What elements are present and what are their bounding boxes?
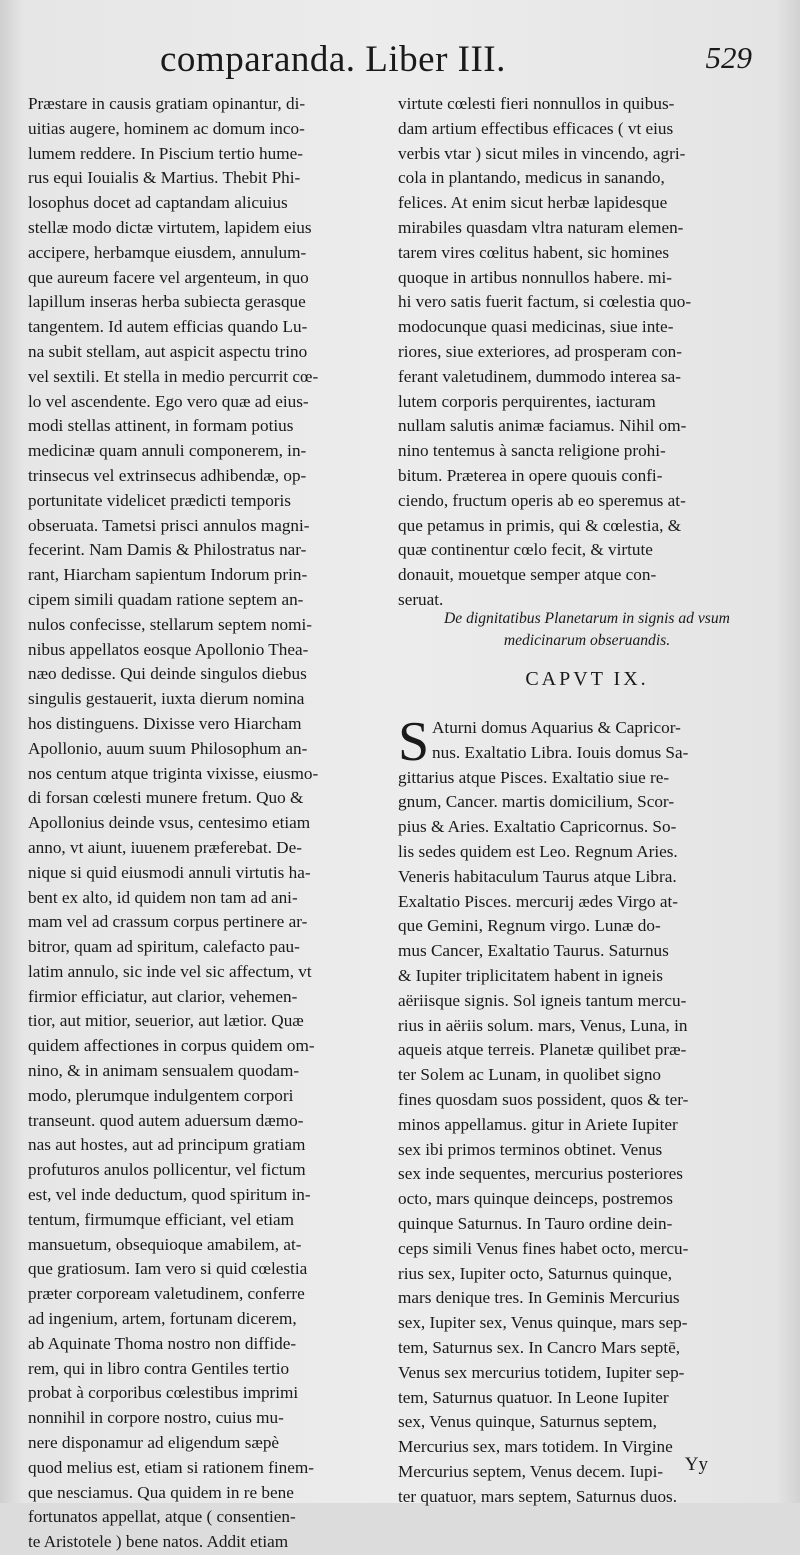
- text-line: ab Aquinate Thoma nostro non diffide-: [28, 1333, 297, 1353]
- right-text-column-top: [398, 92, 776, 613]
- text-line: firmior efficiatur, aut clarior, vehemen-: [28, 986, 298, 1006]
- text-line: vel sextili. Et stella in medio percurrit cœ-: [28, 366, 319, 386]
- text-line: Mercurius sex, mars totidem. In Virgine: [398, 1437, 673, 1457]
- text-line: sex, Venus quinque, Saturnus septem,: [398, 1412, 657, 1432]
- text-line: sex inde sequentes, mercurius posteriores: [398, 1164, 683, 1184]
- text-line: rus equi Iouialis & Martius. Thebit Phi-: [28, 168, 301, 188]
- text-line: fines quosdam suos possident, quos & ter-: [398, 1089, 689, 1109]
- page-header: [0, 38, 800, 88]
- text-line: transeunt. quod autem aduersum dæmo-: [28, 1110, 304, 1130]
- text-line: accipere, herbamque eiusdem, annulum-: [28, 242, 307, 262]
- text-line: te Aristotele ) bene natos. Addit etiam: [28, 1532, 289, 1552]
- text-line: lo vel ascendente. Ego vero quæ ad eius-: [28, 391, 309, 411]
- text-line: nino tentemus à sancta religione prohi-: [398, 441, 666, 461]
- text-line: bitror, quam ad spiritum, calefacto pau-: [28, 937, 300, 957]
- text-line: anno, vt aiunt, iuuenem præferebat. De-: [28, 837, 302, 857]
- text-line: rant, Hiarcham sapientum Indorum prin-: [28, 565, 308, 585]
- text-line: lapillum inseras herba subiecta gerasque: [28, 292, 306, 312]
- text-line: quæ continentur cœlo fecit, & virtute: [398, 540, 653, 560]
- text-line: probat à corporibus cœlestibus imprimi: [28, 1383, 299, 1403]
- text-line: næo dedisse. Qui deinde singulos diebus: [28, 664, 307, 684]
- text-line: que aureum facere vel argenteum, in quo: [28, 267, 309, 287]
- text-line: bent ex alto, id quidem non tam ad ani-: [28, 887, 298, 907]
- text-line: præter corpoream valetudinem, conferre: [28, 1284, 305, 1304]
- text-line: mus Cancer, Exaltatio Taurus. Saturnus: [398, 941, 669, 961]
- text-line: que nesciamus. Qua quidem in re bene: [28, 1482, 294, 1502]
- text-line: mansuetum, obsequioque amabilem, at-: [28, 1234, 302, 1254]
- text-line: tarem vires cœlitus habent, sic homines: [398, 242, 670, 262]
- text-line: tem, Saturnus quatuor. In Leone Iupiter: [398, 1387, 669, 1407]
- text-line: est, vel inde deductum, quod spiritum in-: [28, 1185, 311, 1205]
- text-line: latim annulo, sic inde vel sic affectum, vt: [28, 961, 312, 981]
- text-line: Mercurius septem, Venus decem. Iupi-: [398, 1461, 664, 1481]
- text-line: Exaltatio Pisces. mercurij ædes Virgo at-: [398, 891, 678, 911]
- text-line: Veneris habitaculum Taurus atque Libra.: [398, 866, 677, 886]
- text-line: nique si quid eiusmodi annuli virtutis ha-: [28, 862, 311, 882]
- section-heading: [398, 608, 776, 652]
- text-line: sex ibi primos terminos obtinet. Venus: [398, 1139, 663, 1159]
- right-text-column-bottom: [398, 711, 776, 1510]
- text-line: medicinæ quam annuli componerem, in-: [28, 441, 307, 461]
- text-line: cipem simili quadam ratione septem an-: [28, 589, 304, 609]
- text-line: uitias augere, hominem ac domum inco-: [28, 118, 305, 138]
- text-line: pius & Aries. Exaltatio Capricornus. So-: [398, 817, 677, 837]
- text-line: ad ingenium, artem, fortunam dicerem,: [28, 1309, 297, 1329]
- text-line: Apollonio, auum suum Philosophum an-: [28, 738, 308, 758]
- text-line: cola in plantando, medicus in sanando,: [398, 168, 665, 188]
- text-line: virtute cœlesti fieri nonnullos in quibus-: [398, 94, 675, 113]
- text-line: Venus sex mercurius totidem, Iupiter sep-: [398, 1362, 685, 1382]
- text-line: losophus docet ad captandam alicuius: [28, 193, 288, 213]
- text-line: seruat.: [398, 589, 444, 609]
- text-line: na subit stellam, aut aspicit aspectu trino: [28, 341, 308, 361]
- text-line: que Gemini, Regnum virgo. Lunæ do-: [398, 916, 661, 936]
- text-line: rius sex, Iupiter octo, Saturnus quinque,: [398, 1263, 673, 1283]
- text-line: quod melius est, etiam si rationem finem-: [28, 1457, 314, 1477]
- text-line: & Iupiter triplicitatem habent in igneis: [398, 965, 663, 985]
- text-line: fortunatos appellat, atque ( consentien-: [28, 1507, 296, 1527]
- text-line: gittarius atque Pisces. Exaltatio siue re-: [398, 767, 670, 787]
- text-line: singulis gestauerit, iuxta dierum nomina: [28, 689, 305, 709]
- text-line: ciendo, fructum operis ab eo speremus at-: [398, 490, 686, 510]
- text-line: aqueis atque terreis. Planetæ quilibet præ-: [398, 1040, 687, 1060]
- text-line: felices. At enim sicut herbæ lapidesque: [398, 193, 668, 213]
- text-line: modo, plerumque indulgentem corpori: [28, 1085, 294, 1105]
- text-line: quinque Saturnus. In Tauro ordine dein-: [398, 1213, 673, 1233]
- text-line: ferant valetudinem, dummodo interea sa-: [398, 366, 682, 386]
- text-line: ceps simili Venus fines habet octo, mercu-: [398, 1238, 689, 1258]
- text-line: nonnihil in corpore nostro, cuius mu-: [28, 1408, 284, 1428]
- text-line: modi stellas attinent, in formam potius: [28, 416, 294, 436]
- text-line: nere disponamur ad eligendum sæpè: [28, 1433, 280, 1453]
- text-line: nos centum atque triginta vixisse, eiusmo-: [28, 763, 319, 783]
- text-line: ter quatuor, mars septem, Saturnus duos.: [398, 1486, 678, 1506]
- text-line: di forsan cœlesti munere fretum. Quo &: [28, 788, 304, 808]
- text-line: mam vel ad crassum corpus pertinere ar-: [28, 912, 308, 932]
- section-heading-line: medicinarum obseruandis.: [503, 632, 671, 649]
- text-line: que gratiosum. Iam vero si quid cœlestia: [28, 1259, 308, 1279]
- text-line: sex, Iupiter sex, Venus quinque, mars sep-: [398, 1313, 688, 1333]
- text-line: quoque in artibus nonnullos habere. mi-: [398, 267, 672, 287]
- text-line: lumem reddere. In Piscium tertio hume-: [28, 143, 303, 163]
- text-line: nibus appellatos eosque Apollonio Thea-: [28, 639, 309, 659]
- text-line: lis sedes quidem est Leo. Regnum Aries.: [398, 841, 678, 861]
- text-line: tem, Saturnus sex. In Cancro Mars septē,: [398, 1337, 681, 1357]
- text-line: aëriisque signis. Sol igneis tantum mercu-: [398, 990, 687, 1010]
- text-line: nullam salutis animæ faciamus. Nihil om-: [398, 416, 687, 436]
- text-line: verbis vtar ) sicut miles in vincendo, agri-: [398, 143, 686, 163]
- text-line: trinsecus vel extrinsecus adhibendæ, op-: [28, 465, 307, 485]
- text-line: donauit, mouetque semper atque con-: [398, 565, 657, 585]
- text-line: Præstare in causis gratiam opinantur, di-: [28, 94, 306, 113]
- text-line: nus. Exaltatio Libra. Iouis domus Sa-: [432, 742, 689, 762]
- text-line: riores, siue exteriores, ad prosperam con-: [398, 341, 682, 361]
- text-line: minos appellamus. gitur in Ariete Iupiter: [398, 1114, 678, 1134]
- text-line: portunitate videlicet prædicti temporis: [28, 490, 291, 510]
- text-line: bitum. Præterea in opere quouis confi-: [398, 465, 663, 485]
- text-line: hos distinguens. Dixisse vero Hiarcham: [28, 713, 302, 733]
- text-line: gnum, Cancer. martis domicilium, Scor-: [398, 792, 675, 812]
- text-line: tentum, firmumque efficiant, vel etiam: [28, 1209, 295, 1229]
- text-line: tior, aut mitior, seuerior, aut lætior. Quæ: [28, 1011, 304, 1031]
- text-line: nino, & in animam sensualem quodam-: [28, 1061, 300, 1081]
- text-line: nas aut hostes, aut ad principum gratiam: [28, 1135, 306, 1155]
- text-line: stellæ modo dictæ virtutem, lapidem eius: [28, 217, 312, 237]
- text-line: quidem affectiones in corpus quidem om-: [28, 1036, 315, 1056]
- text-line: hi vero satis fuerit factum, si cœlestia quo-: [398, 292, 692, 312]
- chapter-title: CAPVT IX.: [525, 668, 649, 690]
- page-number: 529: [705, 40, 752, 75]
- text-line: mars denique tres. In Geminis Mercurius: [398, 1288, 680, 1308]
- text-line: que petamus in primis, qui & cœlestia, &: [398, 515, 682, 535]
- catchword: Yy: [684, 1454, 708, 1475]
- left-text-column: [28, 92, 378, 1555]
- text-line: octo, mars quinque deinceps, postremos: [398, 1189, 673, 1209]
- text-line: rius in aëriis solum. mars, Venus, Luna, in: [398, 1015, 688, 1035]
- text-line: obseruata. Tametsi prisci annulos magni-: [28, 515, 310, 535]
- text-line: lutem corporis perquirentes, iacturam: [398, 391, 656, 411]
- text-line: Aturni domus Aquarius & Capricor-: [432, 718, 681, 737]
- text-line: rem, qui in libro contra Gentiles tertio: [28, 1358, 290, 1378]
- text-line: nulos confecisse, stellarum septem nomi-: [28, 614, 313, 634]
- section-heading-line: De dignitatibus Planetarum in signis ad vsum: [444, 610, 730, 627]
- text-line: Apollonius deinde vsus, centesimo etiam: [28, 813, 311, 833]
- drop-cap: S: [398, 711, 430, 773]
- text-line: modocunque quasi medicinas, siue inte-: [398, 317, 674, 337]
- text-line: ter Solem ac Lunam, in quolibet signo: [398, 1065, 662, 1085]
- text-line: mirabiles quasdam vltra naturam elemen-: [398, 217, 684, 237]
- text-line: fecerint. Nam Damis & Philostratus nar-: [28, 540, 307, 560]
- text-line: tangentem. Id autem efficias quando Lu-: [28, 317, 308, 337]
- text-line: dam artium effectibus efficaces ( vt eius: [398, 118, 674, 138]
- text-line: profuturos anulos pollicentur, vel fictum: [28, 1160, 306, 1180]
- running-head: comparanda. Liber III.: [160, 39, 506, 80]
